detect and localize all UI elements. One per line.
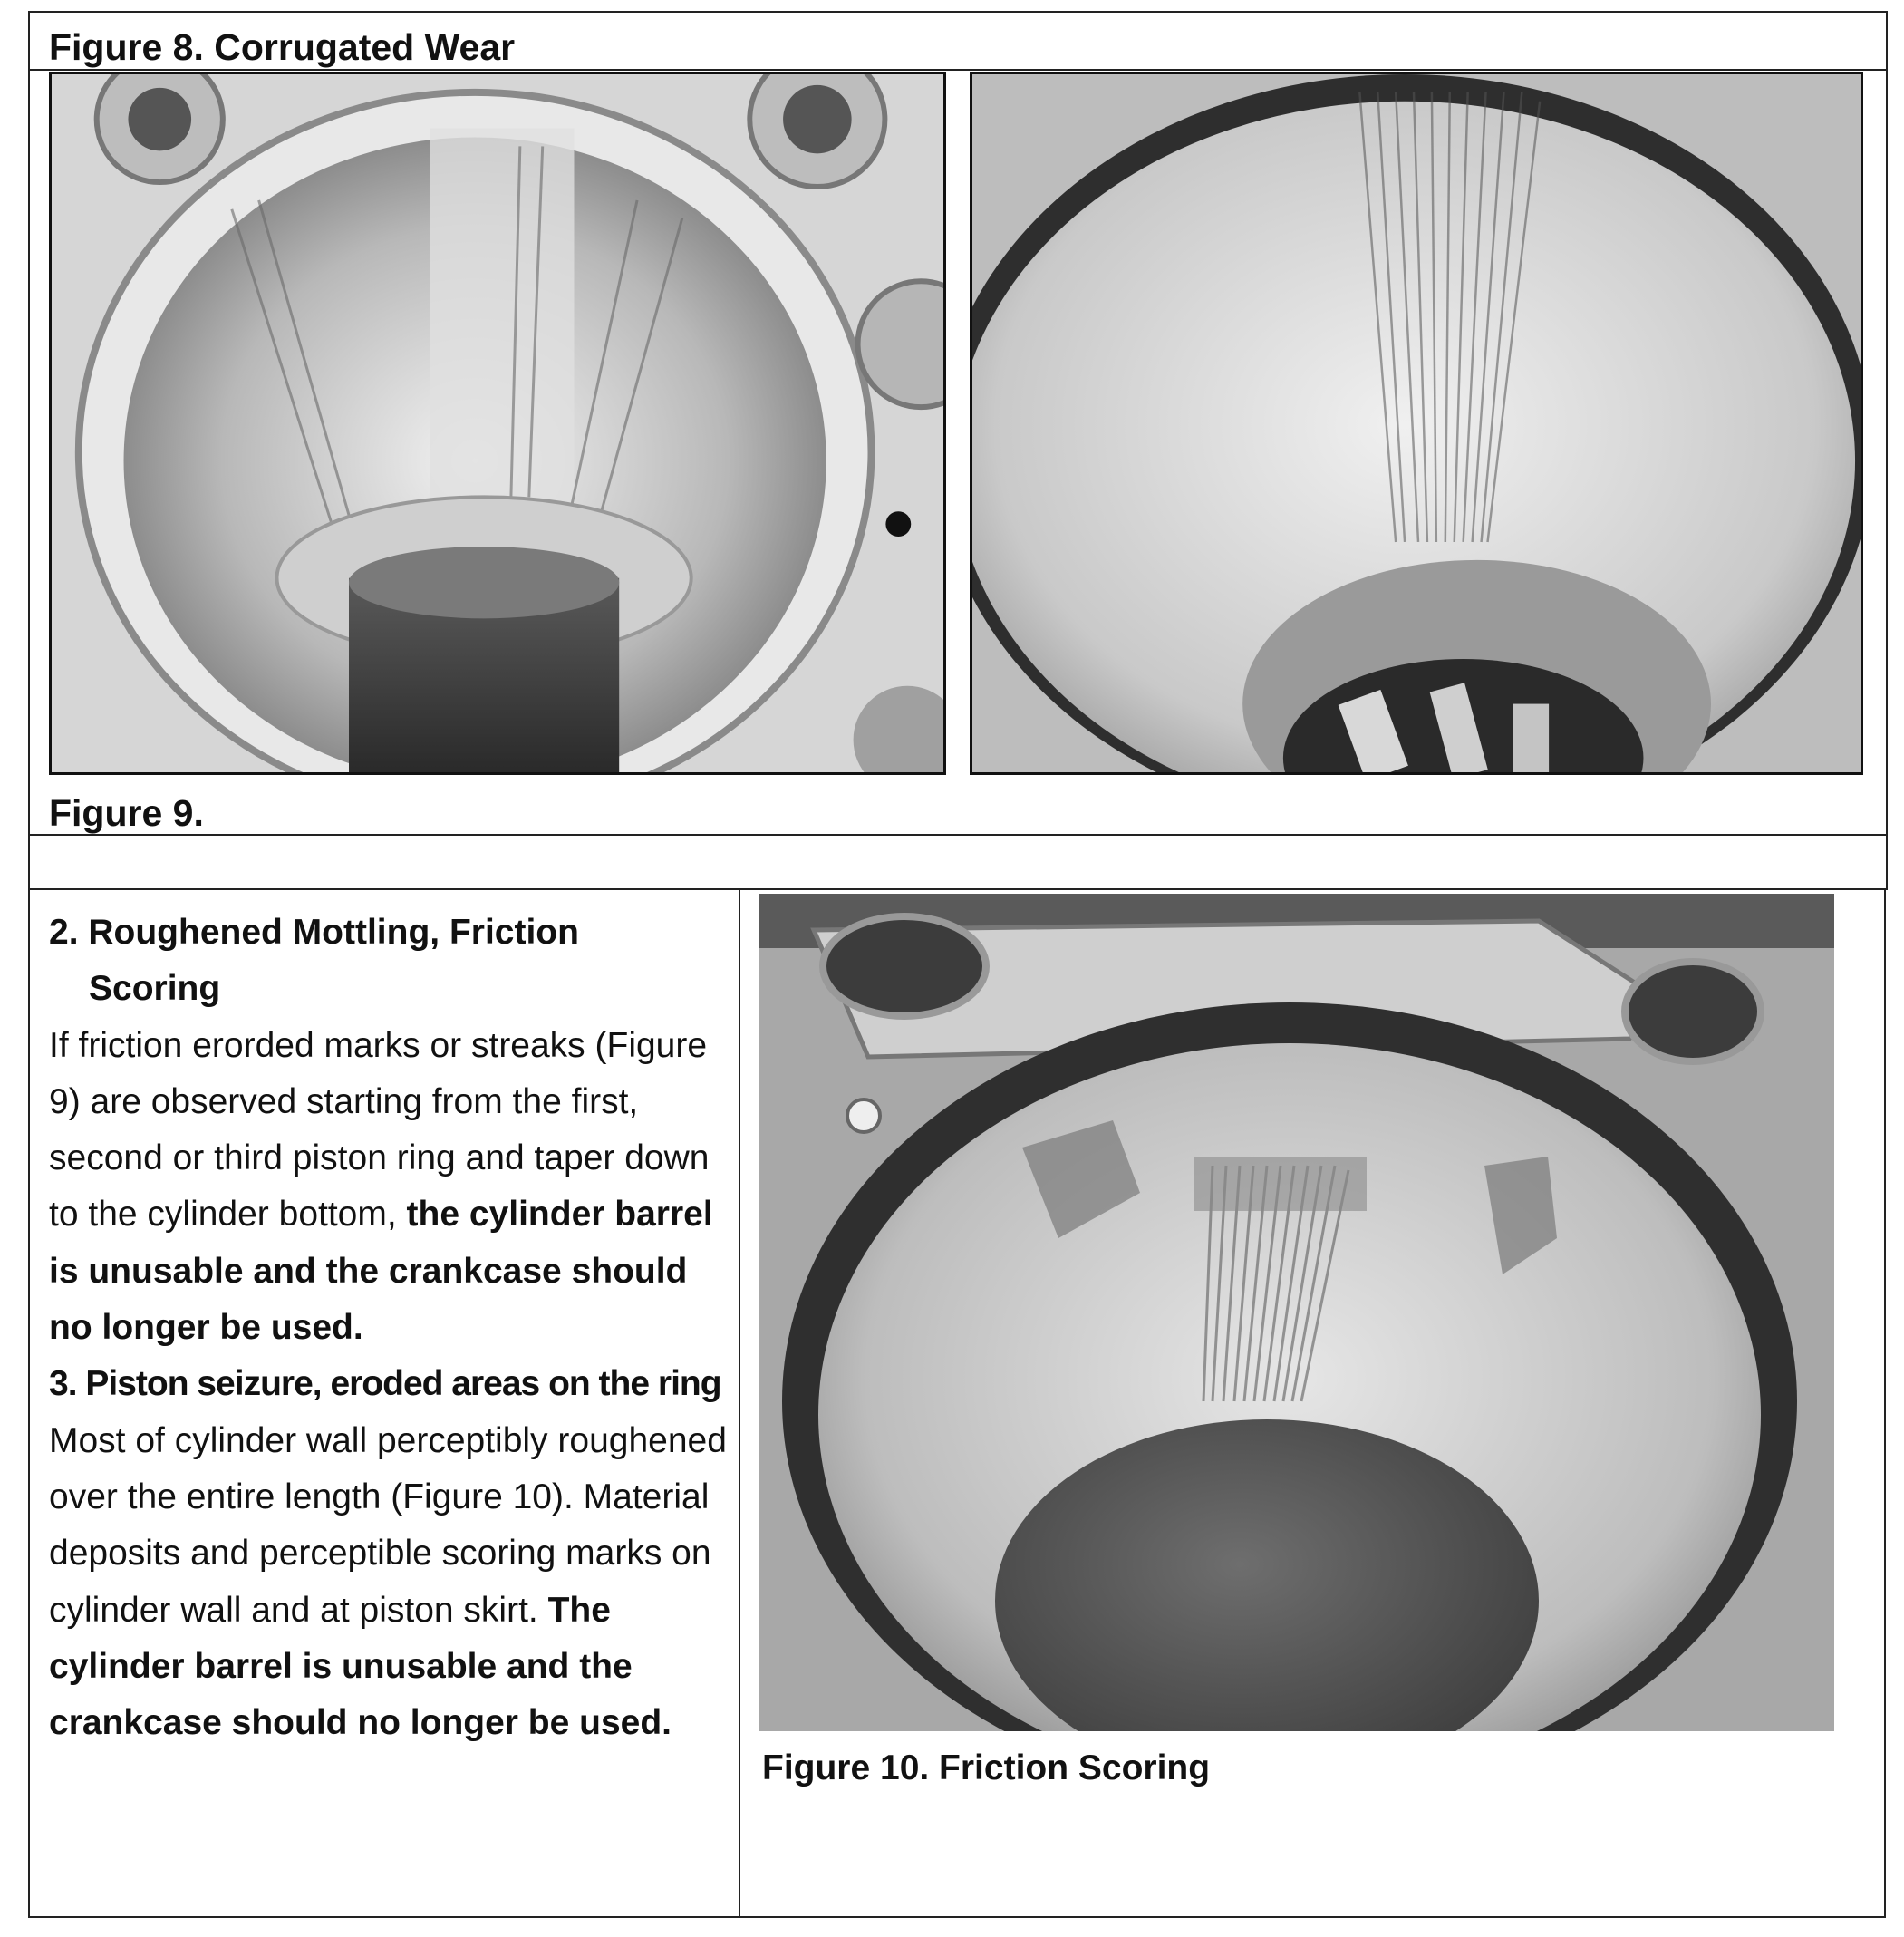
- figure-10-photo: [759, 894, 1834, 1731]
- section-2-heading: [49, 905, 729, 1018]
- section-2-heading-line2: Scoring: [89, 969, 221, 1009]
- section-3-conclusion: The cylinder barrel is unusable and the crankcase should no longer be used.: [49, 1590, 672, 1743]
- column-divider: [739, 888, 740, 1918]
- figure-8-caption: Figure 8. Corrugated Wear: [49, 26, 516, 68]
- friction-scoring-image: [759, 894, 1834, 1731]
- section-2-conclusion: the cylinder barrel is unusable and the crankcase should no longer be used.: [49, 1195, 713, 1348]
- figure-8-photo-left: [49, 72, 946, 775]
- figure-8-photo-right: [970, 72, 1863, 775]
- figure-9-caption: Figure 9.: [49, 792, 204, 834]
- section-2-body: If friction erorded marks or streaks (Figure 9) are observed starting from the first, second or third piston ring and taper down to the cylinder bottom,: [49, 1025, 710, 1235]
- cylinder-wall-streaks-image: [972, 74, 1861, 772]
- section-2-heading-line1: 2. Roughened Mottling, Friction: [49, 913, 579, 952]
- cylinder-bore-image: [52, 74, 943, 772]
- section-3-heading: 3. Piston seizure, eroded areas on the ring: [49, 1364, 721, 1404]
- text-column: [49, 905, 729, 1751]
- section-2-paragraph: [49, 1018, 729, 1357]
- caption-divider: [28, 69, 1888, 71]
- section-3-body: Most of cylinder wall perceptibly roughened over the entire length (Figure 10). Material deposits and perceptible scoring marks on cylinder wall and at piston skirt.: [49, 1420, 727, 1630]
- figure-10-caption: Figure 10. Friction Scoring: [762, 1748, 1211, 1787]
- section-3-paragraph: [49, 1413, 729, 1752]
- section-divider: [28, 834, 1888, 836]
